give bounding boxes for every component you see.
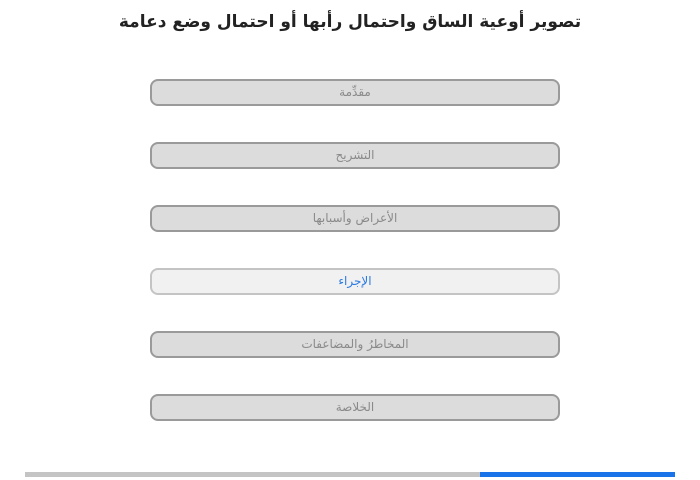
menu-item-risks-complications[interactable]: المخاطرُ والمضاعفات: [150, 331, 560, 358]
progress-bar: [25, 472, 675, 477]
menu-item-procedure[interactable]: الإجراء: [150, 268, 560, 295]
menu-item-summary[interactable]: الخلاصة: [150, 394, 560, 421]
menu-item-symptoms-causes[interactable]: الأعراض وأسبابها: [150, 205, 560, 232]
page-title: تصوير أوعية الساق واحتمال رأبها أو احتمال وضع دعامة: [118, 12, 582, 32]
menu-item-introduction[interactable]: مقدِّمة: [150, 79, 560, 106]
menu-item-anatomy[interactable]: التشريح: [150, 142, 560, 169]
progress-bar-fill: [480, 472, 675, 477]
chapter-menu: [150, 79, 560, 457]
